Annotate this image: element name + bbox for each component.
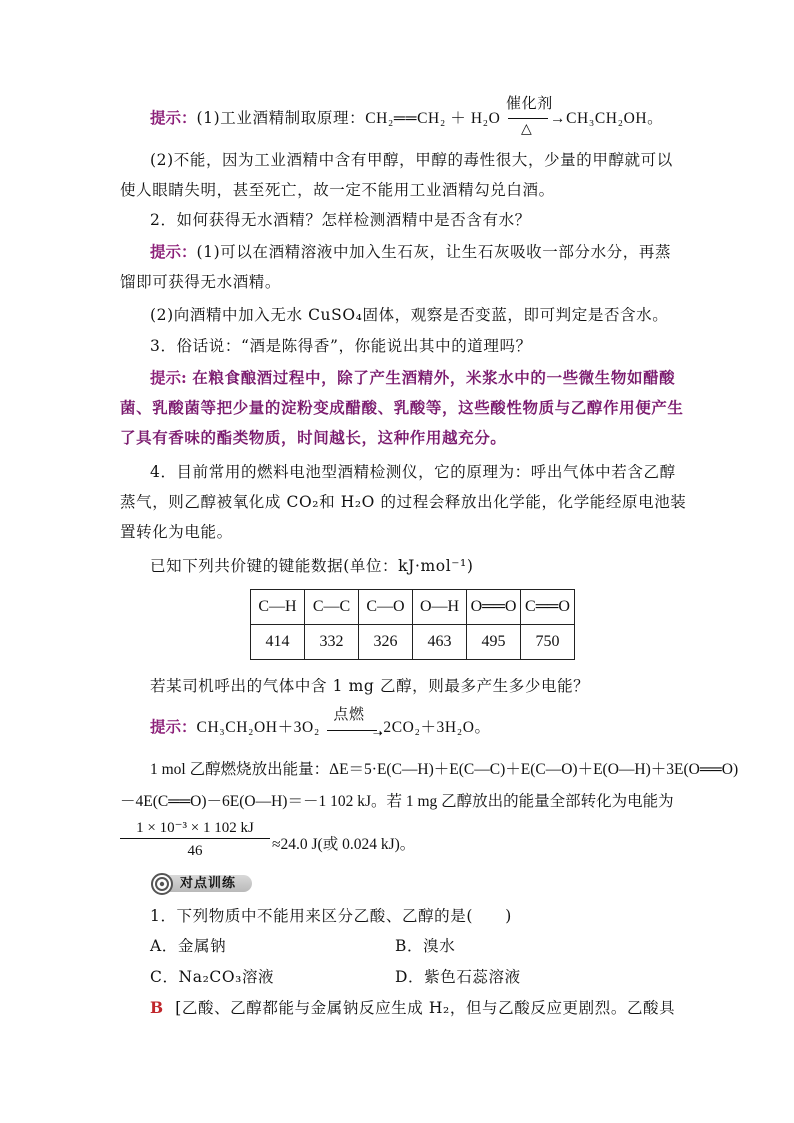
question-3: 3．俗话说：“酒是陈得香”，你能说出其中的道理吗？ [150,337,532,355]
hint-label: 提示: [150,368,187,387]
ignition-arrow [327,705,384,740]
hint2-text: (1)可以在酒精溶液中加入生石灰，让生石灰吸收一部分水分，再蒸 [196,243,672,261]
hint2-line2: 馏即可获得无水酒精。 [120,273,282,291]
table-cell: 750 [521,625,575,660]
question-2: 2．如何获得无水酒精？怎样检测酒精中是否含有水？ [150,211,531,229]
hint3-line1 [150,368,680,388]
table-cell: 414 [251,625,305,660]
mcq1-option-b: B．溴水 [395,937,456,955]
table-header-cell: C—C [305,590,359,625]
hint4-reactants: CH₃CH₂OH＋3O₂ [196,719,320,736]
table-cell: 326 [359,625,413,660]
practice-badge [150,872,252,894]
hint1-line3: 使人眼睛失明，甚至死亡，故一定不能用工业酒精勾兑白酒。 [120,181,555,199]
badge-label: 对点训练 [180,876,237,891]
hint-label: 提示： [150,717,197,736]
mcq1-option-a: A．金属钠 [150,937,227,955]
fraction-bar [120,838,270,839]
table-cell: 463 [413,625,467,660]
answer-letter: B [150,998,164,1017]
catalyst-label: 催化剂 [506,94,553,112]
hint2-line3: (2)向酒精中加入无水 CuSO₄固体，观察是否变蓝，即可判定是否含水。 [150,306,669,324]
energy-line1: 1 mol 乙醇燃烧放出能量：ΔE＝5·E(C—H)＋E(C—C)＋E(C—O)＋E(O—H)＋3E(O══O) [150,761,739,778]
hint1-line2: (2)不能，因为工业酒精中含有甲醇，甲醇的毒性很大，少量的甲醇就可以 [150,151,673,169]
table-row [251,625,575,660]
hint1-product: →CH₃CH₂OH。 [550,110,664,127]
mcq1-option-d: D．紫色石蕊溶液 [395,968,521,986]
table-caption: 已知下列共价键的键能数据(单位：kJ·mol⁻¹) [150,557,474,575]
table-header-row [251,590,575,625]
fraction-numerator: 1 × 10⁻³ × 1 102 kJ [136,820,254,836]
table-header-cell: C—H [251,590,305,625]
fraction-denominator: 46 [187,843,203,859]
hint-label: 提示： [150,242,197,261]
table-header-cell: O══O [467,590,521,625]
mcq1-option-c: C．Na₂CO₃溶液 [150,968,275,986]
table-cell: 495 [467,625,521,660]
hint4-products: 2CO₂＋3H₂O。 [383,719,491,736]
fraction-result: ≈24.0 J(或 0.024 kJ)。 [272,836,416,853]
hint3-line3: 了具有香味的酯类物质，时间越长，这种作用越充分。 [120,428,507,447]
arrowhead-icon: ➝ [372,726,384,740]
hint1-text: (1)工业酒精制取原理： [196,109,366,127]
answer-explanation: [乙酸、乙醇都能与金属钠反应生成 H₂，但与乙酸反应更剧烈。乙酸具 [175,999,676,1017]
ignition-label: 点燃 [333,705,365,723]
catalyst-arrow [506,94,553,137]
hint3-text: 在粮食酿酒过程中，除了产生酒精外，米浆水中的一些微生物如醋酸 [192,368,676,387]
mcq1-question: 1．下列物质中不能用来区分乙酸、乙醇的是( ) [150,907,512,925]
hint1-reactants: CH₂══CH₂ ＋ H₂O [365,110,501,127]
question-4-line2: 蒸气，则乙醇被氧化成 CO₂和 H₂O 的过程会释放出化学能，化学能经原电池装 [120,493,687,511]
question-4-line3: 置转化为电能。 [120,523,233,541]
question-4-ask: 若某司机呼出的气体中含 1 mg 乙醇，则最多产生多少电能？ [150,677,590,695]
bond-energy-table [250,589,575,660]
hint4-line [150,705,680,740]
question-4-line1: 4．目前常用的燃料电池型酒精检测仪，它的原理为：呼出气体中若含乙醇 [150,463,676,481]
arrow-line [327,730,377,731]
hint1-line [150,94,710,137]
hint-label: 提示： [150,108,197,127]
table-header-cell: C══O [521,590,575,625]
energy-line2: －4E(C══O)－6E(O—H)＝－1 102 kJ。若 1 mg 乙醇放出的能量全部转化为电能为 [120,793,674,810]
hint3-line2: 菌、乳酸菌等把少量的淀粉变成醋酸、乳酸等，这些酸性物质与乙醇作用便产生 [120,398,684,417]
heat-symbol: △ [521,121,533,137]
table-cell: 332 [305,625,359,660]
table-header-cell: O—H [413,590,467,625]
table-header-cell: C—O [359,590,413,625]
hint2-line1 [150,242,680,262]
mcq1-answer-line [150,998,680,1018]
target-icon [150,872,174,896]
